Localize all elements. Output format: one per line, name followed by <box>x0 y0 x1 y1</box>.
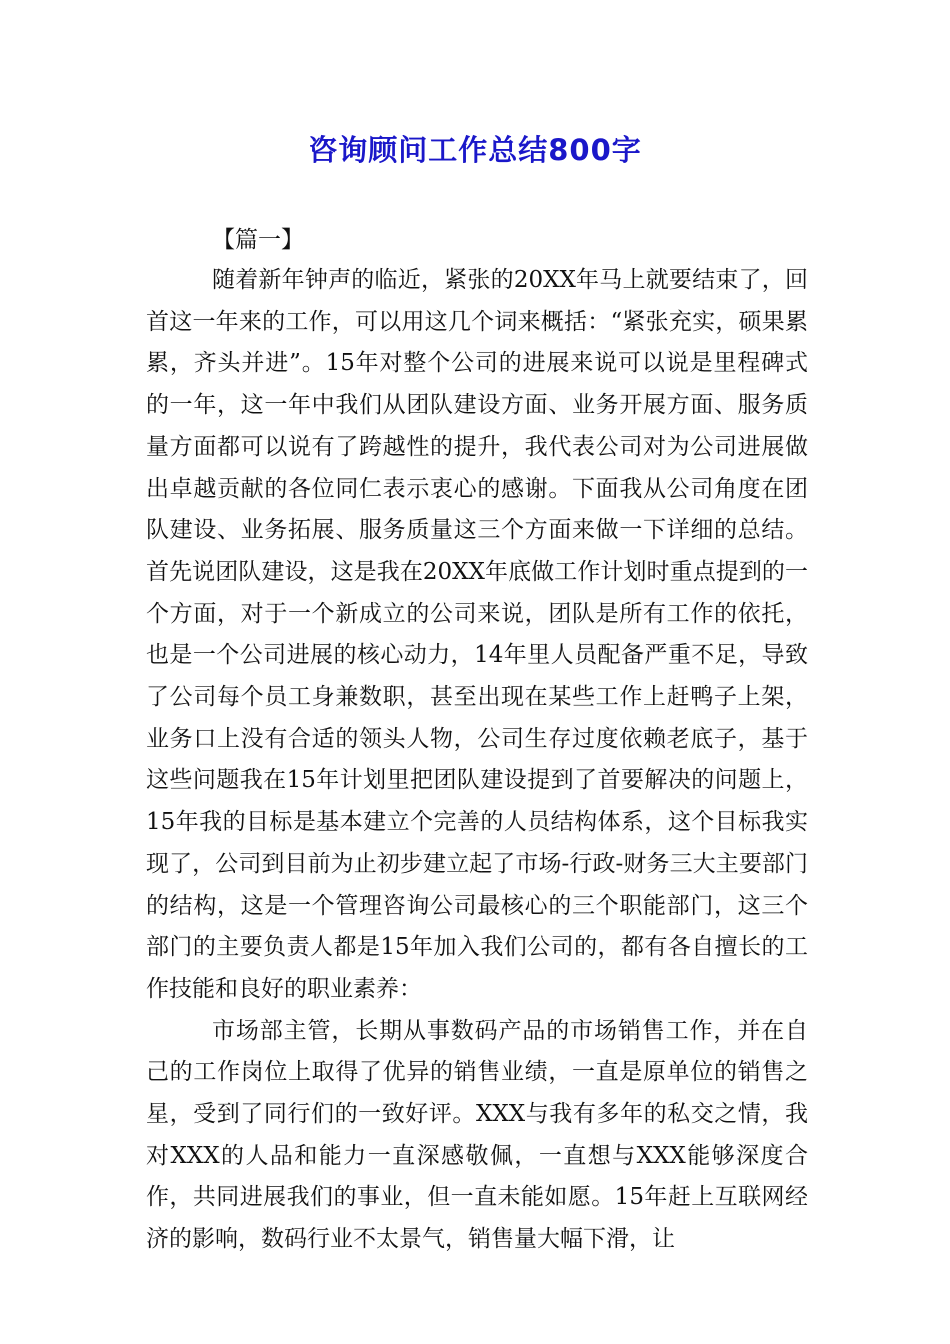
section-label: 【篇一】 <box>212 227 304 253</box>
document-title: 咨询顾问工作总结800字 <box>308 133 642 167</box>
body-paragraph-2: 市场部主管，长期从事数码产品的市场销售工作，并在自己的工作岗位上取得了优异的销售业绩，一直是原单位的销售之星，受到了同行们的一致好评。XXX与我有多年的私交之情，我对XXX的人品和能力一直深感敬佩，一直想与XXX能够深度合作，共同进展我们的事业，但一直未能如愿。15年赶上互联网经济的影响，数码行业不太景气，销售量大幅下滑，让 <box>146 1017 808 1253</box>
document-body <box>146 220 808 1261</box>
body-paragraph-1: 随着新年钟声的临近，紧张的20XX年马上就要结束了，回首这一年来的工作，可以用这几个词来概括：“紧张充实，硕果累累，齐头并进”。15年对整个公司的进展来说可以说是里程碑式的一年，这一年中我们从团队建设方面、业务开展方面、服务质量方面都可以说有了跨越性的提升，我代表公司对为公司进展做出卓越贡献的各位同仁表示衷心的感谢。下面我从公司角度在团队建设、业务拓展、服务质量这三个方面来做一下详细的总结。首先说团队建设，这是我在20XX年底做工作计划时重点提到的一个方面，对于一个新成立的公司来说，团队是所有工作的依托，也是一个公司进展的核心动力，14年里人员配备严重不足，导致了公司每个员工身兼数职，甚至出现在某些工作上赶鸭子上架，业务口上没有合适的领头人物，公司生存过度依赖老底子，基于这些问题我在15年计划里把团队建设提到了首要解决的问题上，15年我的目标是基本建立个完善的人员结构体系，这个目标我实现了，公司到目前为止初步建立起了市场-行政-财务三大主要部门的结构，这是一个管理咨询公司最核心的三个职能部门，这三个部门的主要负责人都是15年加入我们公司的，都有各自擅长的工作技能和良好的职业素养： <box>146 267 808 1002</box>
